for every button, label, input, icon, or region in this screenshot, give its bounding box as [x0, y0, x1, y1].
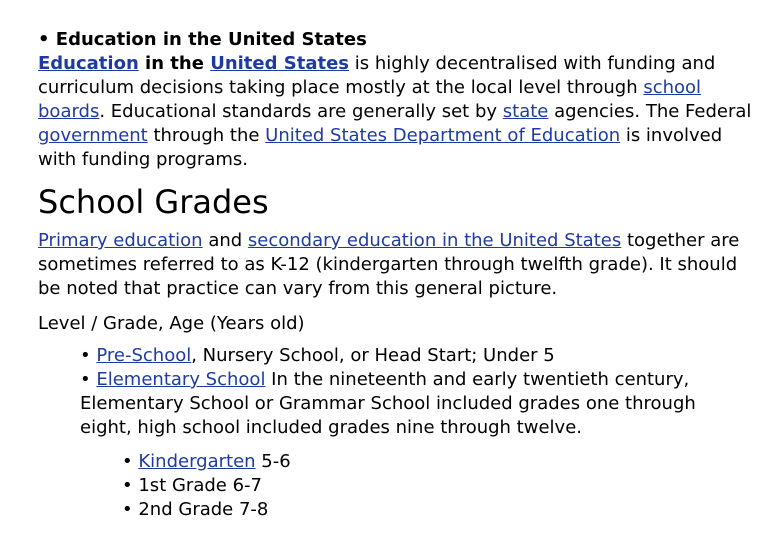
- bullet: •: [38, 29, 50, 50]
- government-link[interactable]: government: [38, 125, 148, 146]
- intro-text-4: through the: [147, 125, 266, 146]
- preschool-text: , Nursery School, or Head Start; Under 5: [191, 345, 555, 366]
- kindergarten-link[interactable]: Kindergarten: [138, 451, 256, 472]
- first-grade-text: 1st Grade 6-7: [138, 475, 262, 496]
- united-states-link[interactable]: United States: [210, 53, 350, 74]
- elementary-text: In the nineteenth and early twentieth century, Elementary School or Grammar School included grades one through eight, high school included grades nine through twelve.: [80, 369, 696, 438]
- intro-heading-line: [38, 28, 756, 52]
- intro-text-2: . Educational standards are generally set by: [99, 101, 503, 122]
- list-item-kindergarten: [122, 450, 422, 474]
- section-title: School Grades: [38, 183, 269, 221]
- list-item-second-grade: [122, 498, 422, 522]
- school-boards-link[interactable]: school boards: [38, 77, 702, 122]
- education-link[interactable]: Education: [38, 53, 139, 74]
- state-link[interactable]: state: [502, 101, 549, 122]
- second-grade-text: 2nd Grade 7-8: [138, 499, 269, 520]
- grades-text: together are sometimes referred to as K-12 (kindergarten through twelfth grade). It should be noted that practice can vary from this general picture.: [38, 230, 740, 299]
- elementary-school-link[interactable]: Elementary School: [96, 369, 266, 390]
- kindergarten-text: 5-6: [255, 451, 291, 472]
- list-item-preschool: [80, 344, 730, 368]
- secondary-education-link[interactable]: secondary education in the United States: [247, 230, 622, 251]
- bullet: •: [80, 369, 91, 390]
- bullet: •: [122, 499, 133, 520]
- list-level-3: [122, 450, 422, 522]
- level-grade-line: Level / Grade, Age (Years old): [38, 313, 305, 334]
- intro-text-3: agencies. The Federal: [548, 101, 752, 122]
- list-item-first-grade: [122, 474, 422, 498]
- intro-text-5: is involved with funding programs.: [38, 125, 723, 170]
- bullet: •: [80, 345, 91, 366]
- intro-text-1: is highly decentralised with funding and curriculum decisions taking place mostly at the local level through: [38, 53, 716, 98]
- list-item-elementary: [80, 368, 730, 440]
- list-level-2: [80, 344, 730, 440]
- bullet: •: [122, 451, 133, 472]
- grades-paragraph: [38, 229, 756, 301]
- intro-in-the: in the: [138, 53, 211, 74]
- intro-paragraph: [38, 28, 756, 172]
- intro-body: [38, 52, 756, 172]
- department-of-education-link[interactable]: United States Department of Education: [265, 125, 621, 146]
- grades-and: and: [202, 230, 248, 251]
- intro-heading: Education in the United States: [55, 29, 367, 50]
- primary-education-link[interactable]: Primary education: [38, 230, 203, 251]
- preschool-link[interactable]: Pre-School: [96, 345, 192, 366]
- bullet: •: [122, 475, 133, 496]
